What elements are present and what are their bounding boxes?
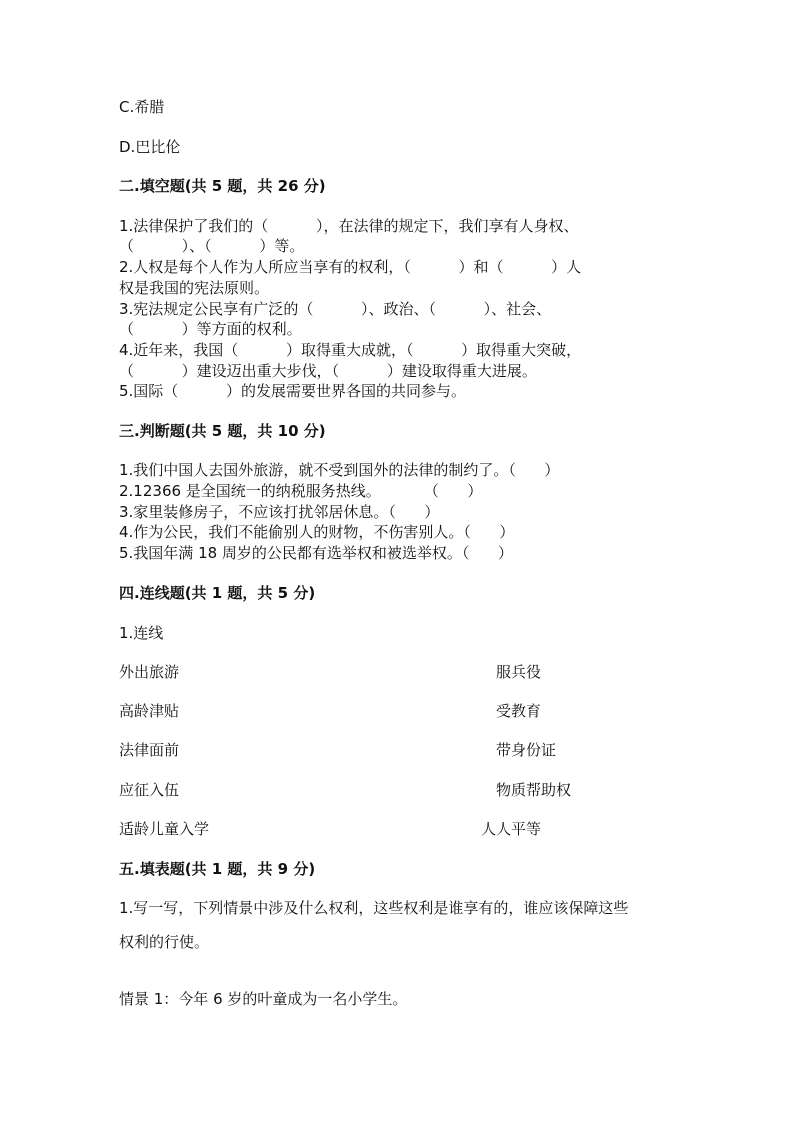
section2-line: （ ）等方面的权利。 [119,320,302,338]
match-right-item: 带身份证 [496,741,557,759]
section2-line: 5.国际（ ）的发展需要世界各国的共同参与。 [119,382,466,400]
match-left-item: 外出旅游 [119,663,180,681]
match-right-item: 人人平等 [481,820,542,838]
match-left-item: 法律面前 [119,741,180,759]
section2-line: （ ）建设迈出重大步伐，（ ）建设取得重大进展。 [119,362,537,380]
match-right-item: 受教育 [496,702,542,720]
section2-line: 权是我国的宪法原则。 [119,279,270,297]
section2-line: 1.法律保护了我们的（ ），在法律的规定下，我们享有人身权、 [119,217,579,235]
section2-line: 2.人权是每个人作为人所应当享有的权利，（ ）和（ ）人 [119,258,582,276]
match-right-item: 物质帮助权 [496,781,572,799]
section5-question: 权利的行使。 [119,933,210,951]
section3-line: 4.作为公民，我们不能偷别人的财物，不伤害别人。（ ） [119,523,515,541]
section3-line: 5.我国年满 18 周岁的公民都有选举权和被选举权。（ ） [119,544,514,562]
match-left-item: 适龄儿童入学 [119,820,210,838]
section2-line: 3.宪法规定公民享有广泛的（ ）、政治、（ ）、社会、 [119,300,552,318]
section2-line: 4.近年来，我国（ ）取得重大成就，（ ）取得重大突破， [119,341,582,359]
section5-heading: 五.填表题(共 1 题，共 9 分) [119,860,316,878]
section3-line: 1.我们中国人去国外旅游，就不受到国外的法律的制约了。（ ） [119,461,560,479]
match-right-item: 服兵役 [496,663,542,681]
option-c: C.希腊 [119,98,165,116]
section4-heading: 四.连线题(共 1 题，共 5 分) [119,584,316,602]
option-d: D.巴比伦 [119,138,181,156]
section5-question: 1.写一写，下列情景中涉及什么权利，这些权利是谁享有的，谁应该保障这些 [119,899,629,917]
section3-line: 2.12366 是全国统一的纳税服务热线。 （ ） [119,482,483,500]
section4-question: 1.连线 [119,624,164,642]
match-left-item: 应征入伍 [119,781,180,799]
section2-line: （ ）、（ ）等。 [119,237,305,255]
section2-heading: 二.填空题(共 5 题，共 26 分) [119,177,326,195]
match-left-item: 高龄津贴 [119,702,180,720]
section3-line: 3.家里装修房子，不应该打扰邻居休息。（ ） [119,503,440,521]
section3-heading: 三.判断题(共 5 题，共 10 分) [119,422,326,440]
section5-scenario: 情景 1：今年 6 岁的叶童成为一名小学生。 [119,990,408,1008]
